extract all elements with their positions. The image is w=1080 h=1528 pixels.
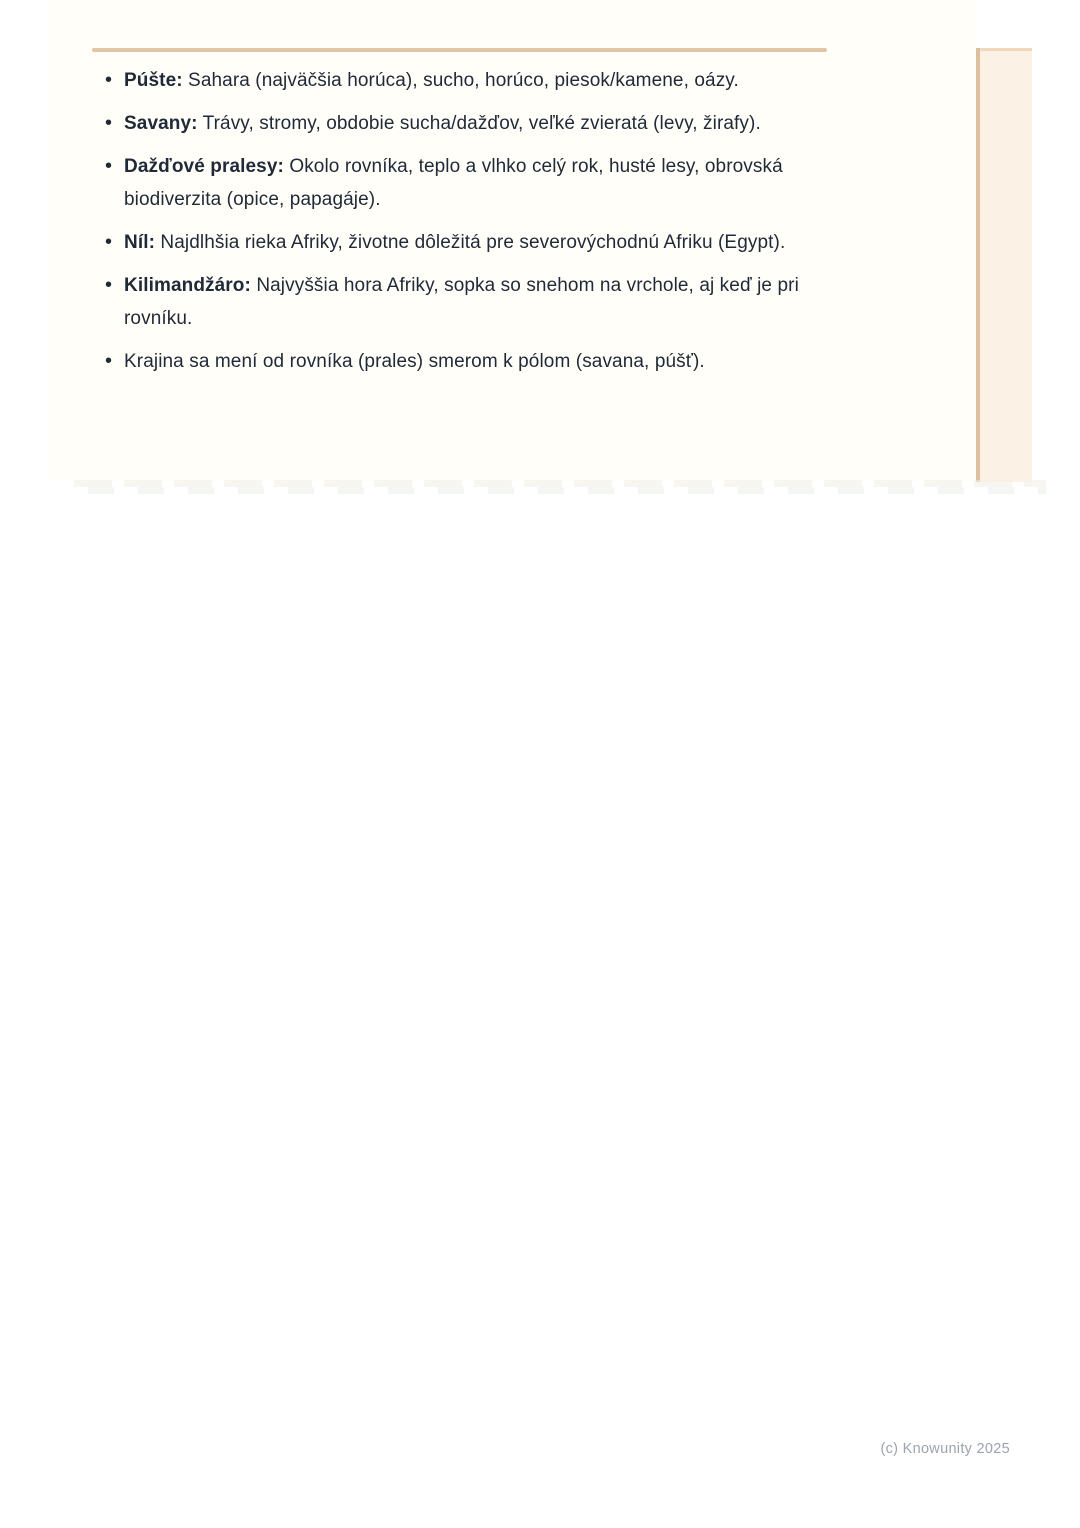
bullet-lead: Savany: bbox=[124, 113, 198, 134]
list-item bbox=[105, 64, 833, 97]
bullet-lead: Púšte: bbox=[124, 70, 183, 91]
card-top-rule bbox=[92, 48, 827, 52]
bullet-text: Okolo rovníka, teplo a vlhko celý rok, husté lesy, obrovská biodiverzita (opice, papagáje). bbox=[124, 156, 783, 210]
bullet-text: Krajina sa mení od rovníka (prales) smerom k pólom (savana, púšť). bbox=[124, 351, 705, 372]
torn-edge-row-1 bbox=[74, 480, 1046, 487]
torn-edge-row-2 bbox=[88, 487, 1046, 494]
list-item bbox=[105, 345, 833, 378]
bullet-text: Sahara (najväčšia horúca), sucho, horúco, piesok/kamene, oázy. bbox=[182, 70, 739, 91]
bullet-list bbox=[105, 64, 833, 388]
bullet-lead: Níl: bbox=[124, 232, 156, 253]
card-torn-bottom-edge bbox=[74, 480, 1046, 495]
card-side-panel bbox=[980, 48, 1032, 482]
footer-copyright: (c) Knowunity 2025 bbox=[880, 1441, 1010, 1457]
list-item bbox=[105, 226, 833, 259]
bullet-lead: Kilimandžáro: bbox=[124, 275, 251, 296]
bullet-text: Trávy, stromy, obdobie sucha/dažďov, veľké zvieratá (levy, žirafy). bbox=[197, 113, 761, 134]
list-item bbox=[105, 107, 833, 140]
bullet-text: Najdlhšia rieka Afriky, životne dôležitá pre severovýchodnú Afriku (Egypt). bbox=[155, 232, 786, 253]
list-item bbox=[105, 269, 833, 335]
bullet-text: Najvyššia hora Afriky, sopka so snehom na vrchole, aj keď je pri rovníku. bbox=[124, 275, 799, 329]
bullet-lead: Dažďové pralesy: bbox=[124, 156, 284, 177]
list-item bbox=[105, 150, 833, 216]
